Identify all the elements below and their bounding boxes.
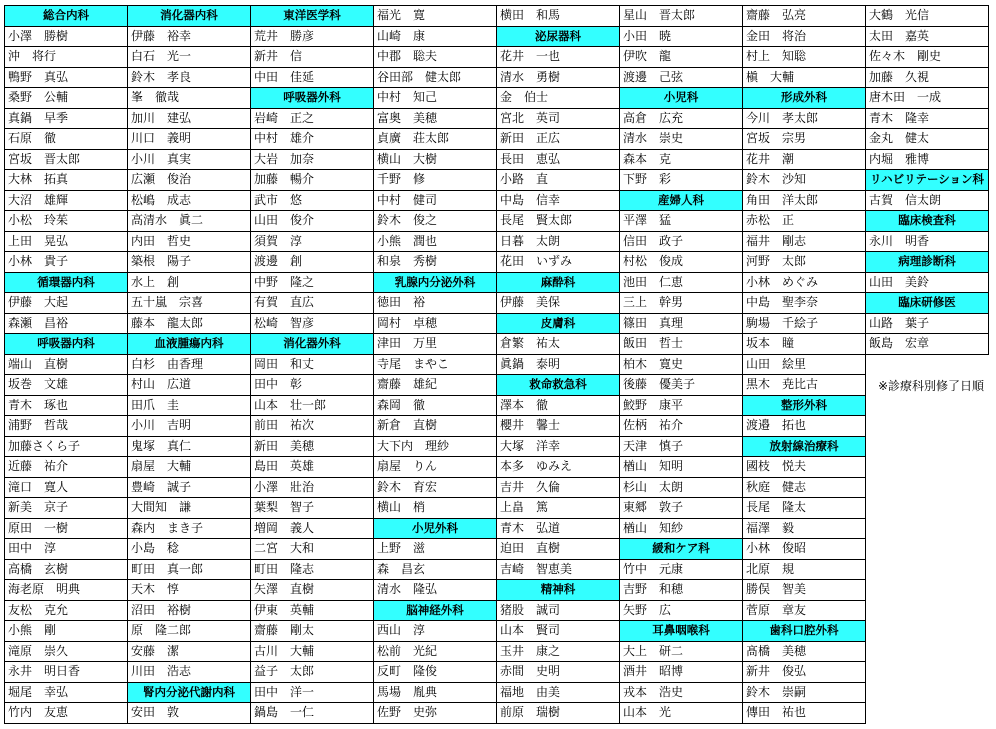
- resident-name: 槇 大輔: [742, 67, 866, 89]
- resident-name: 花井 一也: [496, 46, 620, 68]
- resident-name: 小林 めぐみ: [742, 272, 866, 294]
- resident-name: 村松 俊成: [619, 251, 743, 273]
- resident-name: 岩崎 正之: [250, 108, 374, 130]
- resident-name: 端山 直樹: [4, 354, 128, 376]
- resident-name: 高清水 眞二: [127, 210, 251, 232]
- resident-name: 扇屋 りん: [373, 456, 497, 478]
- resident-name: 天木 惇: [127, 579, 251, 601]
- resident-name: 戎本 浩史: [619, 682, 743, 704]
- resident-name: 田爪 圭: [127, 395, 251, 417]
- department-header: 臨床検査科: [865, 210, 989, 232]
- resident-name: 岡村 卓穂: [373, 313, 497, 335]
- footnote: ※診療科別修了日順: [878, 379, 985, 393]
- resident-name: 楢山 知明: [619, 456, 743, 478]
- resident-name: 星山 晋太郎: [619, 5, 743, 27]
- resident-name: 山崎 康: [373, 26, 497, 48]
- resident-name: 杉山 太朗: [619, 477, 743, 499]
- department-header: 病理診断科: [865, 251, 989, 273]
- resident-name: 鍋島 一仁: [250, 702, 374, 724]
- resident-name: 山路 葉子: [865, 313, 989, 335]
- resident-name: 佐野 史弥: [373, 702, 497, 724]
- department-header: 歯科口腔外科: [742, 620, 866, 642]
- resident-name: 川田 浩志: [127, 661, 251, 683]
- resident-name: 大下内 理紗: [373, 436, 497, 458]
- resident-name: 金 伯士: [496, 87, 620, 109]
- resident-name: 西山 淳: [373, 620, 497, 642]
- resident-name: 坂巻 文雄: [4, 374, 128, 396]
- resident-name: 中村 雄介: [250, 128, 374, 150]
- resident-name: 角田 洋太郎: [742, 190, 866, 212]
- resident-name: 町田 隆志: [250, 559, 374, 581]
- department-header: 皮膚科: [496, 313, 620, 335]
- resident-name: 佐々木 剛史: [865, 46, 989, 68]
- resident-name: 津田 万里: [373, 333, 497, 355]
- department-header: 耳鼻咽喉科: [619, 620, 743, 642]
- resident-name: 松崎 智彦: [250, 313, 374, 335]
- resident-name: 横田 和馬: [496, 5, 620, 27]
- resident-name: 吉崎 智恵美: [496, 559, 620, 581]
- resident-name: 川口 義明: [127, 128, 251, 150]
- resident-name: 前原 瑞樹: [496, 702, 620, 724]
- resident-name: 荒井 勝彦: [250, 26, 374, 48]
- resident-name: 鴨野 真弘: [4, 67, 128, 89]
- resident-name: 小林 俊昭: [742, 538, 866, 560]
- resident-name: 加藤 暢介: [250, 169, 374, 191]
- resident-name: 青木 隆幸: [865, 108, 989, 130]
- resident-name: 中村 知己: [373, 87, 497, 109]
- resident-name: 安藤 潔: [127, 641, 251, 663]
- resident-name: 本多 ゆみえ: [496, 456, 620, 478]
- resident-name: 篠田 真理: [619, 313, 743, 335]
- resident-name: 加藤 久視: [865, 67, 989, 89]
- resident-name: 村上 知聡: [742, 46, 866, 68]
- resident-name: 反町 隆俊: [373, 661, 497, 683]
- department-header: 精神科: [496, 579, 620, 601]
- resident-name: 伊藤 大起: [4, 292, 128, 314]
- resident-name: 福光 寛: [373, 5, 497, 27]
- resident-name: 小路 直: [496, 169, 620, 191]
- department-header: 放射線治療科: [742, 436, 866, 458]
- resident-name: 扇屋 大輔: [127, 456, 251, 478]
- resident-name: 松嶋 成志: [127, 190, 251, 212]
- department-header: 乳腺内分泌外科: [373, 272, 497, 294]
- resident-name: 宮北 英司: [496, 108, 620, 130]
- resident-name: 増岡 義人: [250, 518, 374, 540]
- resident-name: 山本 光: [619, 702, 743, 724]
- resident-name: 酒井 昭博: [619, 661, 743, 683]
- resident-name: 二宮 大和: [250, 538, 374, 560]
- resident-name: 北原 規: [742, 559, 866, 581]
- resident-name: 齋藤 弘亮: [742, 5, 866, 27]
- resident-name: 鈴木 沙知: [742, 169, 866, 191]
- resident-name: 松前 光紀: [373, 641, 497, 663]
- resident-name: 和泉 秀樹: [373, 251, 497, 273]
- department-header: 腎内分泌代謝内科: [127, 682, 251, 704]
- resident-name: 柏木 寛史: [619, 354, 743, 376]
- resident-name: 中郡 聡夫: [373, 46, 497, 68]
- resident-name: 加藤さくら子: [4, 436, 128, 458]
- resident-name: 武市 悠: [250, 190, 374, 212]
- resident-name: 天津 慎子: [619, 436, 743, 458]
- resident-name: 伊吹 龍: [619, 46, 743, 68]
- department-header: 血液腫瘍内科: [127, 333, 251, 355]
- resident-name: 長尾 隆太: [742, 497, 866, 519]
- resident-name: 伊藤 裕幸: [127, 26, 251, 48]
- resident-name: 大塚 洋幸: [496, 436, 620, 458]
- resident-name: 高倉 広充: [619, 108, 743, 130]
- resident-name: 上田 晃弘: [4, 231, 128, 253]
- resident-name: 山田 絵里: [742, 354, 866, 376]
- resident-name: 坂本 瞳: [742, 333, 866, 355]
- resident-name: 中田 佳延: [250, 67, 374, 89]
- resident-name: 櫻井 馨士: [496, 415, 620, 437]
- resident-name: 花田 いずみ: [496, 251, 620, 273]
- resident-name: 石原 徹: [4, 128, 128, 150]
- resident-name: 三上 幹男: [619, 292, 743, 314]
- department-header: 臨床研修医: [865, 292, 989, 314]
- department-header: 整形外科: [742, 395, 866, 417]
- resident-name: 森本 克: [619, 149, 743, 171]
- resident-name: 伊藤 美保: [496, 292, 620, 314]
- resident-name: 桑野 公輔: [4, 87, 128, 109]
- resident-name: 原 隆二郎: [127, 620, 251, 642]
- resident-name: 千野 修: [373, 169, 497, 191]
- resident-name: 谷田部 健太郎: [373, 67, 497, 89]
- resident-name: 吉井 久倫: [496, 477, 620, 499]
- resident-name: 堀尾 幸弘: [4, 682, 128, 704]
- resident-name: 太田 嘉英: [865, 26, 989, 48]
- resident-name: 飯田 哲士: [619, 333, 743, 355]
- resident-name: 沼田 裕樹: [127, 600, 251, 622]
- department-header: 総合内科: [4, 5, 128, 27]
- resident-name: 新田 美穂: [250, 436, 374, 458]
- resident-name: 中島 聖李奈: [742, 292, 866, 314]
- resident-name: 鈴木 俊之: [373, 210, 497, 232]
- resident-name: 新倉 直樹: [373, 415, 497, 437]
- department-header: 消化器外科: [250, 333, 374, 355]
- resident-name: 内堀 雅博: [865, 149, 989, 171]
- resident-name: 伊東 英輔: [250, 600, 374, 622]
- resident-name: 金田 将治: [742, 26, 866, 48]
- resident-name: 小川 真実: [127, 149, 251, 171]
- resident-name: 水上 創: [127, 272, 251, 294]
- resident-name: 大沼 雄輝: [4, 190, 128, 212]
- resident-name: 長田 恵弘: [496, 149, 620, 171]
- resident-name: 村山 広道: [127, 374, 251, 396]
- resident-name: 髙橋 美穂: [742, 641, 866, 663]
- resident-roster-table: [4, 5, 988, 723]
- resident-name: 信田 政子: [619, 231, 743, 253]
- resident-name: 齋藤 剛太: [250, 620, 374, 642]
- department-header: 脳神経外科: [373, 600, 497, 622]
- resident-name: 島田 英雄: [250, 456, 374, 478]
- resident-name: 勝俣 智美: [742, 579, 866, 601]
- resident-name: 鬼塚 真仁: [127, 436, 251, 458]
- resident-name: 田中 彰: [250, 374, 374, 396]
- department-header: 循環器内科: [4, 272, 128, 294]
- resident-name: 貞廣 荘太郎: [373, 128, 497, 150]
- resident-name: 岡田 和丈: [250, 354, 374, 376]
- resident-name: 内田 哲史: [127, 231, 251, 253]
- resident-name: 中野 隆之: [250, 272, 374, 294]
- department-header: 緩和ケア科: [619, 538, 743, 560]
- department-header: 呼吸器外科: [250, 87, 374, 109]
- resident-name: 倉繁 祐太: [496, 333, 620, 355]
- resident-name: 矢澤 直樹: [250, 579, 374, 601]
- resident-name: 下野 彩: [619, 169, 743, 191]
- resident-name: 清水 崇史: [619, 128, 743, 150]
- resident-name: 加川 建弘: [127, 108, 251, 130]
- resident-name: 田中 淳: [4, 538, 128, 560]
- resident-name: 駒場 千絵子: [742, 313, 866, 335]
- department-header: 小児科: [619, 87, 743, 109]
- resident-name: 小澤 壯治: [250, 477, 374, 499]
- resident-name: 森岡 徹: [373, 395, 497, 417]
- resident-name: 山田 俊介: [250, 210, 374, 232]
- resident-name: 飯島 宏章: [865, 333, 989, 355]
- resident-name: 寺尾 まやこ: [373, 354, 497, 376]
- resident-name: 鈴木 孝良: [127, 67, 251, 89]
- resident-name: 真鍋 早季: [4, 108, 128, 130]
- resident-name: 福地 由美: [496, 682, 620, 704]
- department-header: 産婦人科: [619, 190, 743, 212]
- resident-name: 渡邉 拓也: [742, 415, 866, 437]
- resident-name: 小澤 勝樹: [4, 26, 128, 48]
- resident-name: 澤本 徹: [496, 395, 620, 417]
- resident-name: 大鶴 光信: [865, 5, 989, 27]
- resident-name: 上野 滋: [373, 538, 497, 560]
- resident-name: 山本 壮一郎: [250, 395, 374, 417]
- resident-name: 築根 陽子: [127, 251, 251, 273]
- resident-name: 高橋 玄樹: [4, 559, 128, 581]
- resident-name: 金丸 健太: [865, 128, 989, 150]
- resident-name: 渡邊 創: [250, 251, 374, 273]
- resident-name: 海老原 明典: [4, 579, 128, 601]
- resident-name: 馬場 胤典: [373, 682, 497, 704]
- resident-name: 宮坂 宗男: [742, 128, 866, 150]
- resident-name: 森瀬 昌裕: [4, 313, 128, 335]
- resident-name: 有賀 直広: [250, 292, 374, 314]
- resident-name: 楢山 知紗: [619, 518, 743, 540]
- resident-name: 藤本 龍太郎: [127, 313, 251, 335]
- resident-name: 鮫野 康平: [619, 395, 743, 417]
- resident-name: 迫田 直樹: [496, 538, 620, 560]
- resident-name: 上畠 篤: [496, 497, 620, 519]
- resident-name: 小田 暁: [619, 26, 743, 48]
- department-header: 麻酔科: [496, 272, 620, 294]
- resident-name: 國枝 悦夫: [742, 456, 866, 478]
- resident-name: 古川 大輔: [250, 641, 374, 663]
- resident-name: 小林 貴子: [4, 251, 128, 273]
- resident-name: 葉梨 智子: [250, 497, 374, 519]
- resident-name: 山本 賢司: [496, 620, 620, 642]
- resident-name: 新井 俊弘: [742, 661, 866, 683]
- department-header: 消化器内科: [127, 5, 251, 27]
- resident-name: 浦野 哲哉: [4, 415, 128, 437]
- resident-name: 宮坂 晋太郎: [4, 149, 128, 171]
- resident-name: 新美 京子: [4, 497, 128, 519]
- resident-name: 鈴木 育宏: [373, 477, 497, 499]
- resident-name: 滝原 崇久: [4, 641, 128, 663]
- resident-name: 赤間 史明: [496, 661, 620, 683]
- resident-name: 新田 正広: [496, 128, 620, 150]
- resident-name: 清水 勇樹: [496, 67, 620, 89]
- resident-name: 齋藤 雄紀: [373, 374, 497, 396]
- department-header: リハビリテーション科: [865, 169, 989, 191]
- resident-name: 長尾 賢太郎: [496, 210, 620, 232]
- resident-name: 眞鍋 泰明: [496, 354, 620, 376]
- resident-name: 清水 隆弘: [373, 579, 497, 601]
- resident-name: 平澤 猛: [619, 210, 743, 232]
- resident-name: 峯 徹哉: [127, 87, 251, 109]
- resident-name: 安田 敦: [127, 702, 251, 724]
- resident-name: 新井 信: [250, 46, 374, 68]
- resident-name: 古賀 信太朗: [865, 190, 989, 212]
- resident-name: 傳田 祐也: [742, 702, 866, 724]
- resident-name: 小松 玲茱: [4, 210, 128, 232]
- resident-name: 横山 梢: [373, 497, 497, 519]
- resident-name: 青木 弘道: [496, 518, 620, 540]
- department-header: 東洋医学科: [250, 5, 374, 27]
- resident-name: 小川 吉明: [127, 415, 251, 437]
- resident-name: 中村 健司: [373, 190, 497, 212]
- resident-name: 竹内 友恵: [4, 702, 128, 724]
- resident-name: 沖 将行: [4, 46, 128, 68]
- resident-name: 今川 孝太郎: [742, 108, 866, 130]
- resident-name: 後藤 優美子: [619, 374, 743, 396]
- resident-name: 東郷 敦子: [619, 497, 743, 519]
- resident-name: 永井 明日香: [4, 661, 128, 683]
- resident-name: 河野 太郎: [742, 251, 866, 273]
- resident-name: 菅原 章友: [742, 600, 866, 622]
- resident-name: 白石 光一: [127, 46, 251, 68]
- department-header: 救命救急科: [496, 374, 620, 396]
- resident-name: 町田 真一郎: [127, 559, 251, 581]
- department-header: 形成外科: [742, 87, 866, 109]
- resident-name: 永川 明香: [865, 231, 989, 253]
- resident-name: 日暮 太朗: [496, 231, 620, 253]
- resident-name: 福澤 毅: [742, 518, 866, 540]
- resident-name: 富奥 美穂: [373, 108, 497, 130]
- department-header: 泌尿器科: [496, 26, 620, 48]
- resident-name: 渡邊 己弦: [619, 67, 743, 89]
- resident-name: 益子 太郎: [250, 661, 374, 683]
- resident-name: 佐柄 祐介: [619, 415, 743, 437]
- resident-name: 森内 まき子: [127, 518, 251, 540]
- resident-name: 滝口 寛人: [4, 477, 128, 499]
- resident-name: 竹中 元康: [619, 559, 743, 581]
- resident-name: 中島 信幸: [496, 190, 620, 212]
- resident-name: 青木 琢也: [4, 395, 128, 417]
- resident-name: 広瀬 俊治: [127, 169, 251, 191]
- resident-name: 黒木 尭比古: [742, 374, 866, 396]
- resident-name: 池田 仁恵: [619, 272, 743, 294]
- department-header: 呼吸器内科: [4, 333, 128, 355]
- resident-name: 矢野 広: [619, 600, 743, 622]
- resident-name: 小熊 剛: [4, 620, 128, 642]
- resident-name: 原田 一樹: [4, 518, 128, 540]
- resident-name: 森 昌玄: [373, 559, 497, 581]
- resident-name: 近藤 祐介: [4, 456, 128, 478]
- resident-name: 白杉 由香理: [127, 354, 251, 376]
- resident-name: 友松 克允: [4, 600, 128, 622]
- department-header: 小児外科: [373, 518, 497, 540]
- resident-name: 徳田 裕: [373, 292, 497, 314]
- resident-name: 福井 剛志: [742, 231, 866, 253]
- resident-name: 猪股 誠司: [496, 600, 620, 622]
- resident-name: 唐木田 一成: [865, 87, 989, 109]
- resident-name: 豊崎 誠子: [127, 477, 251, 499]
- resident-name: 大岩 加奈: [250, 149, 374, 171]
- resident-name: 大上 研二: [619, 641, 743, 663]
- resident-name: 山田 美鈴: [865, 272, 989, 294]
- resident-name: 大林 拓真: [4, 169, 128, 191]
- resident-name: 大間知 謙: [127, 497, 251, 519]
- resident-name: 花井 潮: [742, 149, 866, 171]
- resident-name: 小熊 潤也: [373, 231, 497, 253]
- resident-name: 秋庭 健志: [742, 477, 866, 499]
- resident-name: 五十嵐 宗喜: [127, 292, 251, 314]
- resident-name: 前田 祐次: [250, 415, 374, 437]
- resident-name: 玉井 康之: [496, 641, 620, 663]
- resident-name: 吉野 和穂: [619, 579, 743, 601]
- resident-name: 小島 稔: [127, 538, 251, 560]
- resident-name: 須賀 淳: [250, 231, 374, 253]
- resident-name: 横山 大樹: [373, 149, 497, 171]
- resident-name: 田中 洋一: [250, 682, 374, 704]
- resident-name: 赤松 正: [742, 210, 866, 232]
- resident-name: 鈴木 崇嗣: [742, 682, 866, 704]
